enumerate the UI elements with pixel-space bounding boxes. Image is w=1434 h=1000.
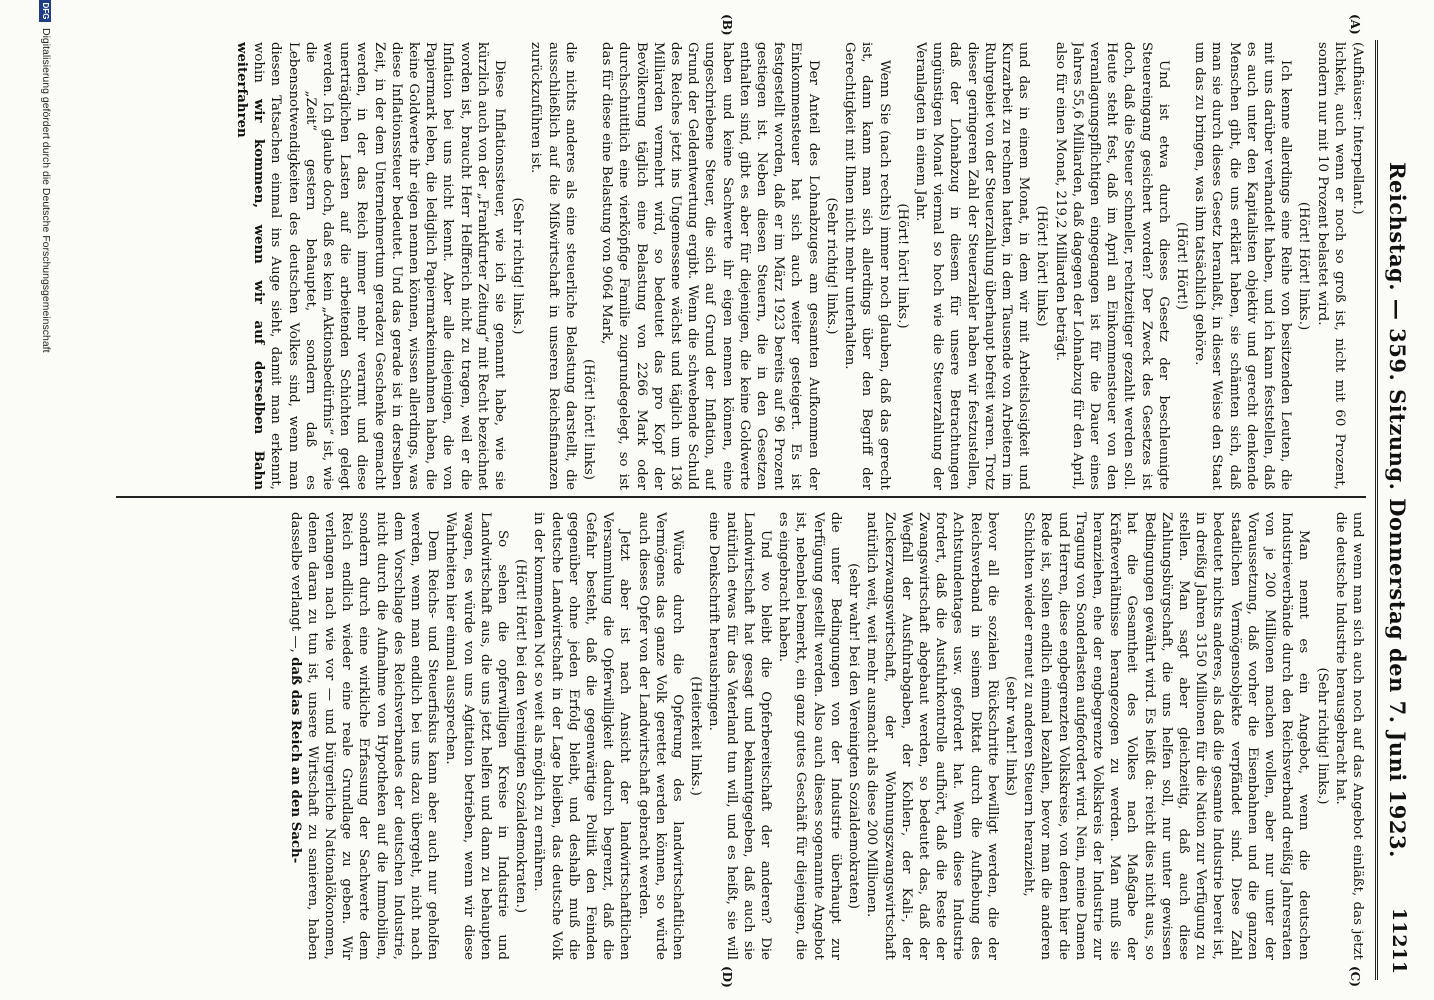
interjection: (Hört! Hört!) (1173, 222, 1189, 310)
interjection: (Heiterkeit links.) (688, 676, 704, 796)
paragraph: und wenn man sich auch noch auf das Angebot einläßt, das jetzt die deutsche Industrie herausgebracht hat. (1332, 512, 1365, 960)
paragraph: Jetzt aber ist nach Ansicht der landwirtschaftlichen Versammlung die Opferwilligkeit dadurch begrenzt, daß die Gefahr besteht, daß die gegenwärtige Politik den Feinden gegenüber ohne jeden Erfolg bleibt, und deshalb muß die deutsche Landwirtschaft in der Lage bleiben, das deutsche Volk in der kommenden Not so weit als möglich zu ernähren. (531, 512, 633, 960)
paragraph-bold-text: daß das Reich an den Sach- (287, 657, 303, 864)
interjection: (Hört! hört! links) (1034, 205, 1050, 327)
paragraph: Und wo bleibt die Opferbereitschaft der anderen? Die Landwirtschaft hat gesagt und bekanntgegeben, daß auch sie natürlich etwas für das Vaterland tun will, und es heißt, sie will eine Denkschrift herausbringen. (706, 512, 774, 960)
left-text-column (126, 42, 1366, 490)
paragraph-bold-text: wir kommen, wenn wir auf derselben Bahn weiterfahren (234, 42, 267, 490)
digitization-credit (32, 0, 54, 1000)
right-text-column (126, 512, 1366, 960)
paragraph (286, 512, 441, 960)
interjection: (sehr wahr! links) (1002, 676, 1018, 796)
page-header-title: Reichstag. — 359. Sitzung. Donnerstag den 7. Juni 1923. (1385, 162, 1410, 858)
interjection: (Sehr richtig! links.) (1314, 667, 1330, 805)
column-divider (116, 496, 1366, 498)
margin-marker-d: (D) (720, 966, 734, 988)
paragraph: und das in einem Monat, in dem wir mit Arbeitslosigkeit und Kurzarbeit zu rechnen hatten, in dem Tausende von Arbeitern im Ruhrgebiet von der Steuerzahlung überhaupt befreit waren. Trotz dieser geringeren Zahl der Steuerzahler haben wir festzustellen, daß der Lohnabzug in diesem für unsere Betrachtungen ungünstigen Monat viermal so hoch wie die Steuerzahlung der Veranlagten in einem Jahr. (912, 42, 1032, 490)
interjection: (Sehr richtig! links.) (510, 197, 526, 335)
interjection: (Sehr richtig! links.) (823, 197, 839, 335)
paragraph: die nichts anderes als eine steuerliche Belastung darstellt, die ausschließlich auf die Mißwirtschaft in unseren Reichsfinanzen zurückzuführen ist. (528, 42, 578, 490)
paragraph: So sehen die opferwilligen Kreise in Industrie und Landwirtschaft aus, die uns jetzt helfen und dann zu behaupten wagen, es würde von uns Agitation betrieben, wenn wir diese Wahrheiten hier einmal aussprechen. (443, 512, 511, 960)
page-header (1375, 40, 1416, 980)
paragraph: Wenn Sie (nach rechts) immer noch glauben, daß das gerecht ist, dann kann man sich allerdings über den Begriff der Gerechtigkeit mit Ihnen nicht mehr unterhalten. (842, 42, 892, 490)
page-number: 11211 (1388, 907, 1410, 974)
interjection: (Hört! hört! links) (581, 358, 597, 480)
paragraph-text: Dem Reichs- und Steuerfiskus kann aber auch nur geholfen werden, wenn man endlich bei uns dazu übergeht, nicht nach dem Vorschlage des Reichsverbandes der deutschen Industrie, nicht durch die Aufnahme von Hypotheken auf die Immobilien, sondern durch eine wirkliche Erfassung der Sachwerte dem Reich endlich wieder eine reale Grundlage zu geben. Wir verlangen nach wie vor — und bürgerliche Nationalökonomen, denen daran zu tun ist, unsere Wirtschaft zu sanieren, haben dasselbe verlangt —, (287, 512, 441, 960)
interjection: (Hört! Hört! links.) (1296, 201, 1312, 331)
paragraph: Ich kenne allerdings eine Reihe von besitzenden Leuten, die mit uns darüber verhandelt haben, und ich kann feststellen, daß es auch unter den Kapitalisten objektiv und gerecht denkende Menschen gibt, die uns erklärt haben, sie schämten sich, daß man sie durch dieses Gesetz heranlaßt, in dieser Weise den Staat um das zu bringen, was ihm tatsächlich gehöre. (1192, 42, 1294, 490)
paragraph: bevor all die sozialen Rückschritte bewilligt werden, die der Reichsverband in seinem Diktat durch die Aufhebung des Achtstundentages usw. gefordert hat. Wenn diese Industrie fordert, daß die Ausfuhrkontrolle aufhört, daß die Reste der Zwangswirtschaft abgebaut werden, so bedeutet das, daß der Wegfall der Ausfuhrabgaben, der Kohlen-, der Kali-, der Zuckerzwangswirtschaft, der Wohnungszwangswirtschaft natürlich weit, weit mehr ausmacht als diese 200 Millionen. (864, 512, 1000, 960)
interjection: (Hört! hört! links.) (894, 203, 910, 329)
paragraph: Und ist etwa durch dieses Gesetz der beschleunigte Steuereingang gesichert worden? Der Zweck des Gesetzes ist doch, daß die Steuer schneller, rechtzeitiger gezahlt werden soll. Heute steht fest, daß im April an Einkommensteuer von den veranlagungspflichtigen eingegangen ist für die Dauer eines Jahres 55,6 Milliarden, daß dagegen der Lohnabzug für den April, also für einen Monat, 219,2 Milliarden beträgt. (1052, 42, 1171, 490)
paragraph: Man nennt es ein Angebot, wenn die deutschen Industrieverbände durch den Reichsverband dreißig Jahresraten von je 200 Millionen machen wollen, aber nur unter der Voraussetzung, daß vorher die Eisenbahnen und die ganzen staatlichen Vermögensobjekte verpfändet sind. Diese Zahl bedeutet nichts anderes, als daß die gesamte Industrie bereit ist, in dreißig Jahren 3150 Millionen für die Nation zur Verfügung zu stellen. Man sagt aber gleichzeitig, daß auch diese Zahlungsbürgschaft, die uns helfen soll, nur unter gewissen Bedingungen gewährt wird. Es heißt da: reicht dies nicht aus, so hat die Gesamtheit des Volkes nach Maßgabe der Kräfteverhältnisse herangezogen zu werden. Man muß sie heranziehen, ehe der engbegrenzte Volkskreis der Industrie zur Tragung von Sonderlasten aufgefordert wird. Nein, meine Damen und Herren, diese engbegrenzten Volkskreise, von denen hier die Rede ist, sollen endlich einmal bezahlen, bevor man die anderen Schichten wieder erneut zu anderen Steuern heranzieht, (1021, 512, 1312, 960)
credit-text: Digitalisierung gefördert durch die Deutsche Forschungsgemeinschaft (40, 28, 52, 353)
paragraph: Der Anteil des Lohnabzuges am gesamten Aufkommen der Einkommensteuer hat sich auch weiter gesteigert. Es ist festgestellt worden, daß er im März 1923 bereits auf 96 Prozent gestiegen ist. Neben diesen Steuern, die in den Gesetzen enthalten sind, gibt es aber für diejenigen, die keine Goldwerte haben und keine Sachwerte ihr eigen nennen können, eine ungeschriebene Steuer, die sich auf Grund der Inflation, auf Grund der Geldentwertung ergibt. Wenn die schwebende Schuld des Reiches jetzt ins Ungemessene wächst und täglich um 136 Milliarden vermehrt wird, so bedeutet das pro Kopf der Bevölkerung täglich eine Belastung von 2266 Mark oder durchschnittlich eine vierköpfige Familie zugrundegelegt, so ist das für diese eine Belastung von 9064 Mark, (599, 42, 821, 490)
margin-marker-c: (C) (1348, 966, 1362, 987)
dfg-logo: DFG (39, 0, 51, 22)
paragraph (233, 42, 508, 490)
speaker-line: (Aufhäuser: Interpellant.) (1350, 42, 1365, 215)
margin-marker-b: (B) (720, 14, 734, 36)
paragraph: Würde durch die Opferung des landwirtschaftlichen Vermögens das ganze Volk gerettet werden können, so würde auch dieses Opfer von der Landwirtschaft gebracht werden. (635, 512, 686, 960)
interjection: (Hört! Hört! bei den Vereinigten Sozialdemokraten.) (513, 558, 529, 914)
interjection: (sehr wahr! bei den Vereinigten Sozialdemokraten) (846, 563, 862, 909)
paragraph-text: Diese Inflationssteuer, wie ich sie genannt habe, wie sie kürzlich auch von der „Frankfurter Zeitung“ mit Recht bezeichnet worden ist, braucht Herr Helfferich nicht zu tragen, weil er die Inflation bei uns nicht kennt. Aber alle diejenigen, die von Papiermark leben, die lediglich Papiermarkeinnahmen haben, die keine Goldwerte ihr eigen nennen können, wissen allerdings, was diese Inflationssteuer bedeutet. Und das gerade ist in derselben Zeit, in der dem Unternehmertum geradezu Geschenke gemacht werden, in der das Reich immer mehr verarmt und diese unerträglichen Lasten auf die arbeitenden Schichten gelegt werden. Ich glaube doch, daß es kein „Aktionsbedürfnis“ ist, wie die „Zeit“ gestern behauptet, sondern daß es Lebensnotwendigkeiten des deutschen Volkes sind, wenn man diesen Tatsachen einmal ins Auge sieht, damit man erkennt, wohin (251, 42, 508, 490)
margin-marker-a: (A) (1348, 14, 1362, 35)
paragraph: die unter Bedingungen von der Industrie überhaupt zur Verfügung gestellt werden. Also auch dieses sogenannte Angebot ist, nebenbei bemerkt, ein ganz gutes Geschäft für diejenigen, die es eingebracht haben. (776, 512, 843, 960)
paragraph: lichkeit, auch wenn er noch so groß ist, nicht mit 60 Prozent, sondern nur mit 10 Prozent belastet wird. (1314, 42, 1347, 490)
